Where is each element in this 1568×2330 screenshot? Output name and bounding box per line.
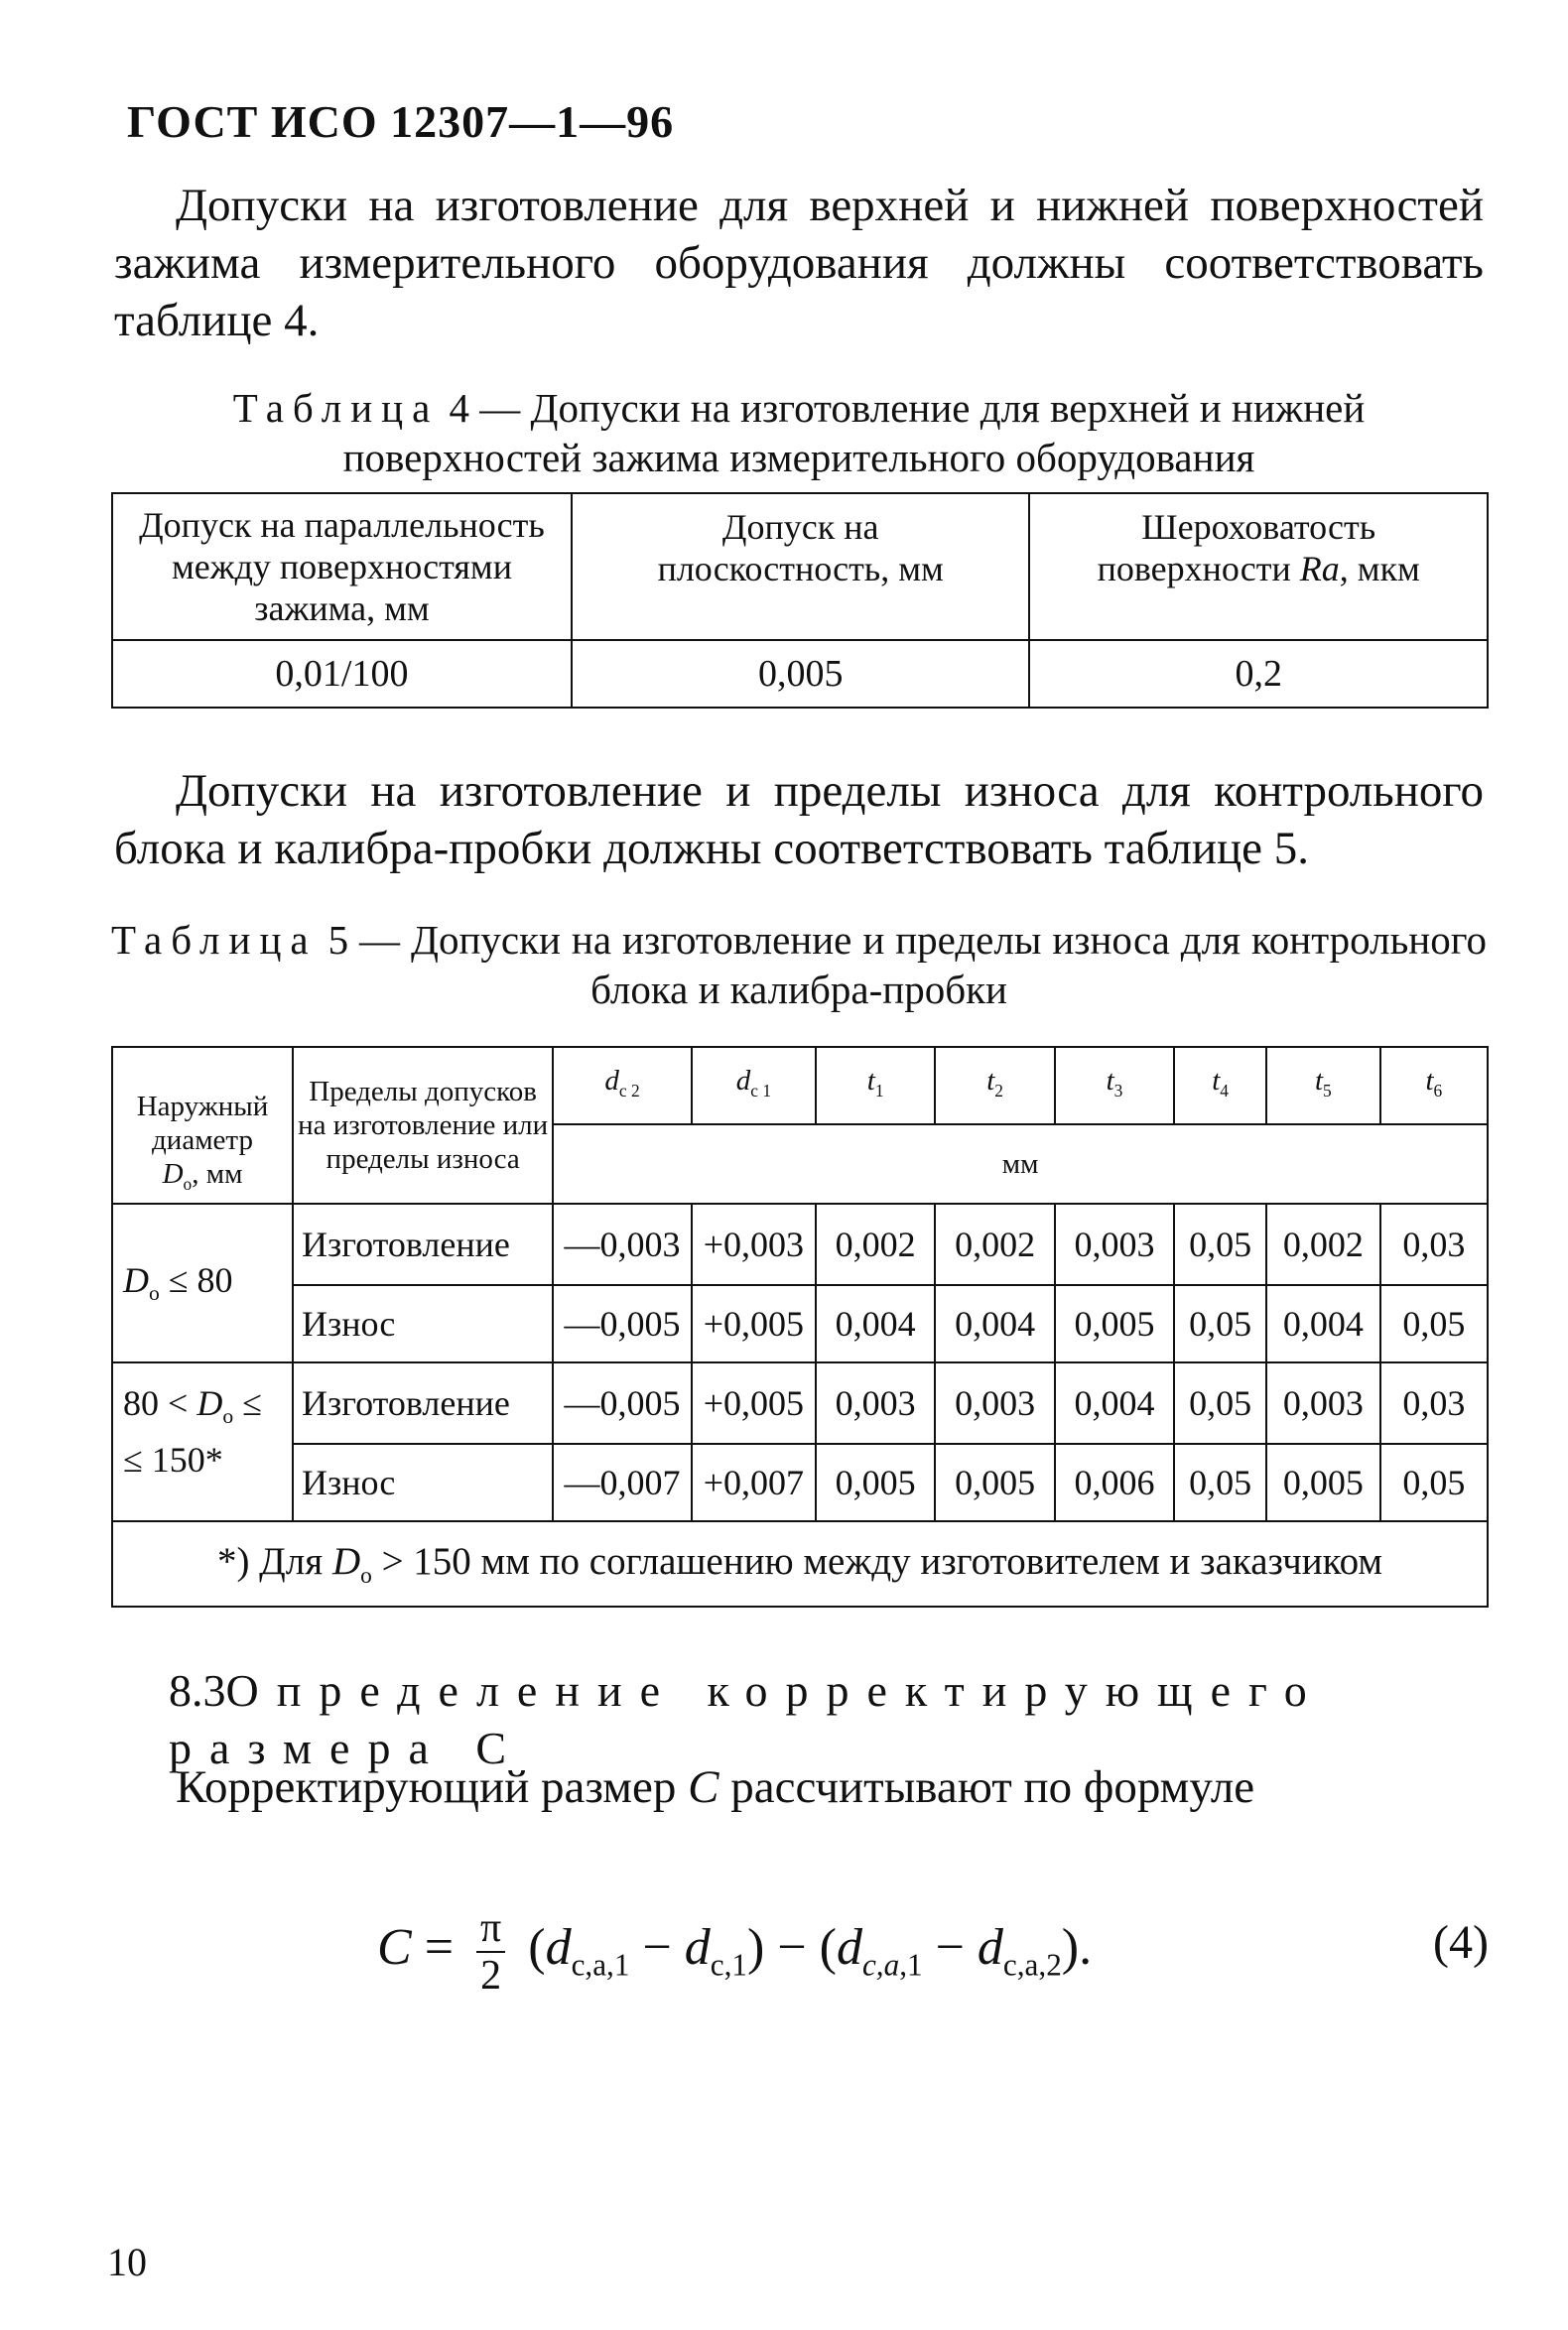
table4	[111, 492, 1489, 709]
paragraph-text: Корректирующий размер C рассчитывают по формуле	[176, 1761, 1255, 1813]
table5-row-label: Износ	[293, 1444, 553, 1521]
table5-cell: +0,005	[692, 1285, 816, 1362]
table5-cell: —0,005	[553, 1285, 692, 1362]
table4-caption	[111, 383, 1487, 482]
table5-cell: +0,005	[692, 1362, 816, 1444]
table5-unit: мм	[553, 1124, 1488, 1204]
table5-cell: —0,007	[553, 1444, 692, 1521]
table5-cell: 0,05	[1174, 1285, 1266, 1362]
table4-value-parallelism: 0,01/100	[112, 640, 572, 708]
table4-header-roughness	[1029, 493, 1488, 640]
table4-value-flatness: 0,005	[572, 640, 1030, 708]
table5-cell: 0,002	[816, 1204, 935, 1285]
paragraph-intro-table4	[114, 177, 1484, 349]
table5-cell: 0,05	[1174, 1204, 1266, 1285]
table5-cell: 0,003	[1055, 1204, 1174, 1285]
paragraph-formula-intro	[114, 1758, 1484, 1816]
table5-caption	[111, 915, 1487, 1014]
table5-param-t6: $t_6$	[1380, 1047, 1488, 1124]
table5-cell: 0,03	[1380, 1204, 1488, 1285]
table5-cell: 0,004	[1055, 1362, 1174, 1444]
table5-cell: 0,05	[1174, 1362, 1266, 1444]
table5-cell: 0,005	[816, 1444, 935, 1521]
table5-param-t4: $t_4$	[1174, 1047, 1266, 1124]
table5	[111, 1046, 1489, 1608]
table4-caption-word: Таблица	[232, 385, 440, 431]
table5-cell: 0,004	[1266, 1285, 1380, 1362]
table5-cell: 0,005	[1266, 1444, 1380, 1521]
equation-number: (4)	[1433, 1916, 1489, 1969]
table5-range-1: $D_о \le 80$	[112, 1204, 293, 1362]
table5-param-t2: $t_2$	[935, 1047, 1054, 1124]
table4-header-parallelism: Допуск на параллельность между поверхностями зажима, мм	[112, 493, 572, 640]
table5-cell: +0,003	[692, 1204, 816, 1285]
table4-caption-text: 4 — Допуски на изготовление для верхней и нижней поверхностей зажима измерительного оборудования	[342, 385, 1366, 480]
table5-caption-word: Таблица	[111, 917, 318, 963]
table5-cell: 0,05	[1380, 1285, 1488, 1362]
table5-cell: 0,005	[1055, 1285, 1174, 1362]
formula: C = $\frac{\pi}{2}$ $(d_{c,a,1} - d_{c,1}) - (d_{c,a,1} - d_{c,a,2})$.	[377, 1905, 1093, 1999]
paragraph-text: Допуски на изготовление для верхней и нижней поверхностей зажима измерительного оборудования должны соответствовать таблице 4.	[114, 180, 1484, 346]
roughness-header-text: Шероховатость поверхности Ra, мкм	[1097, 507, 1420, 588]
table5-row-label: Изготовление	[293, 1204, 553, 1285]
section-number: 8.3	[169, 1665, 226, 1716]
page-number: 10	[107, 2240, 147, 2284]
document-header: ГОСТ ИСО 12307—1—96	[127, 96, 675, 147]
table5-footnote: *) Для $D_о > 150$ мм по соглашению между изготовителем и заказчиком	[112, 1521, 1488, 1607]
fraction-pi-over-2: $\frac{\pi}{2}$	[476, 1905, 505, 1999]
table5-cell: —0,003	[553, 1204, 692, 1285]
table5-cell: 0,05	[1174, 1444, 1266, 1521]
table5-cell: 0,003	[816, 1362, 935, 1444]
table5-param-t1: $t_1$	[816, 1047, 935, 1124]
table5-param-dc2: $d_{c 2}$	[553, 1047, 692, 1124]
table5-param-t3: $t_3$	[1055, 1047, 1174, 1124]
table5-cell: 0,004	[935, 1285, 1054, 1362]
table5-param-t5: $t_5$	[1266, 1047, 1380, 1124]
table5-cell: +0,007	[692, 1444, 816, 1521]
table5-caption-text: 5 — Допуски на изготовление и пределы износа для контрольного блока и калибра-пробки	[327, 917, 1488, 1012]
table5-cell: 0,006	[1055, 1444, 1174, 1521]
table5-cell: 0,03	[1380, 1362, 1488, 1444]
table5-param-dc1: $d_{c 1}$	[692, 1047, 816, 1124]
table5-cell: —0,005	[553, 1362, 692, 1444]
table5-row-label: Износ	[293, 1285, 553, 1362]
table4-header-flatness: Допуск на плоскостность, мм	[572, 493, 1030, 640]
paragraph-text: Допуски на изготовление и пределы износа для контрольного блока и калибра-пробки должны соответствовать таблице 5.	[114, 765, 1484, 874]
table5-cell: 0,05	[1380, 1444, 1488, 1521]
table5-range-2: $80 < D_о$ ≤ ≤ 150*	[112, 1362, 293, 1521]
table5-cell: 0,005	[935, 1444, 1054, 1521]
table5-cell: 0,002	[935, 1204, 1054, 1285]
table5-header-limits: Пределы допусков на изготовление или пределы износа	[293, 1047, 553, 1204]
table5-cell: 0,004	[816, 1285, 935, 1362]
paragraph-intro-table5	[114, 762, 1484, 877]
section-title: Определение корректирующего размера C	[169, 1665, 1325, 1773]
table5-cell: 0,003	[935, 1362, 1054, 1444]
table5-header-diameter: Наружный диаметр $D_о$, мм	[112, 1047, 293, 1204]
table5-cell: 0,003	[1266, 1362, 1380, 1444]
table5-cell: 0,002	[1266, 1204, 1380, 1285]
table5-row-label: Изготовление	[293, 1362, 553, 1444]
table4-value-roughness: 0,2	[1029, 640, 1488, 708]
